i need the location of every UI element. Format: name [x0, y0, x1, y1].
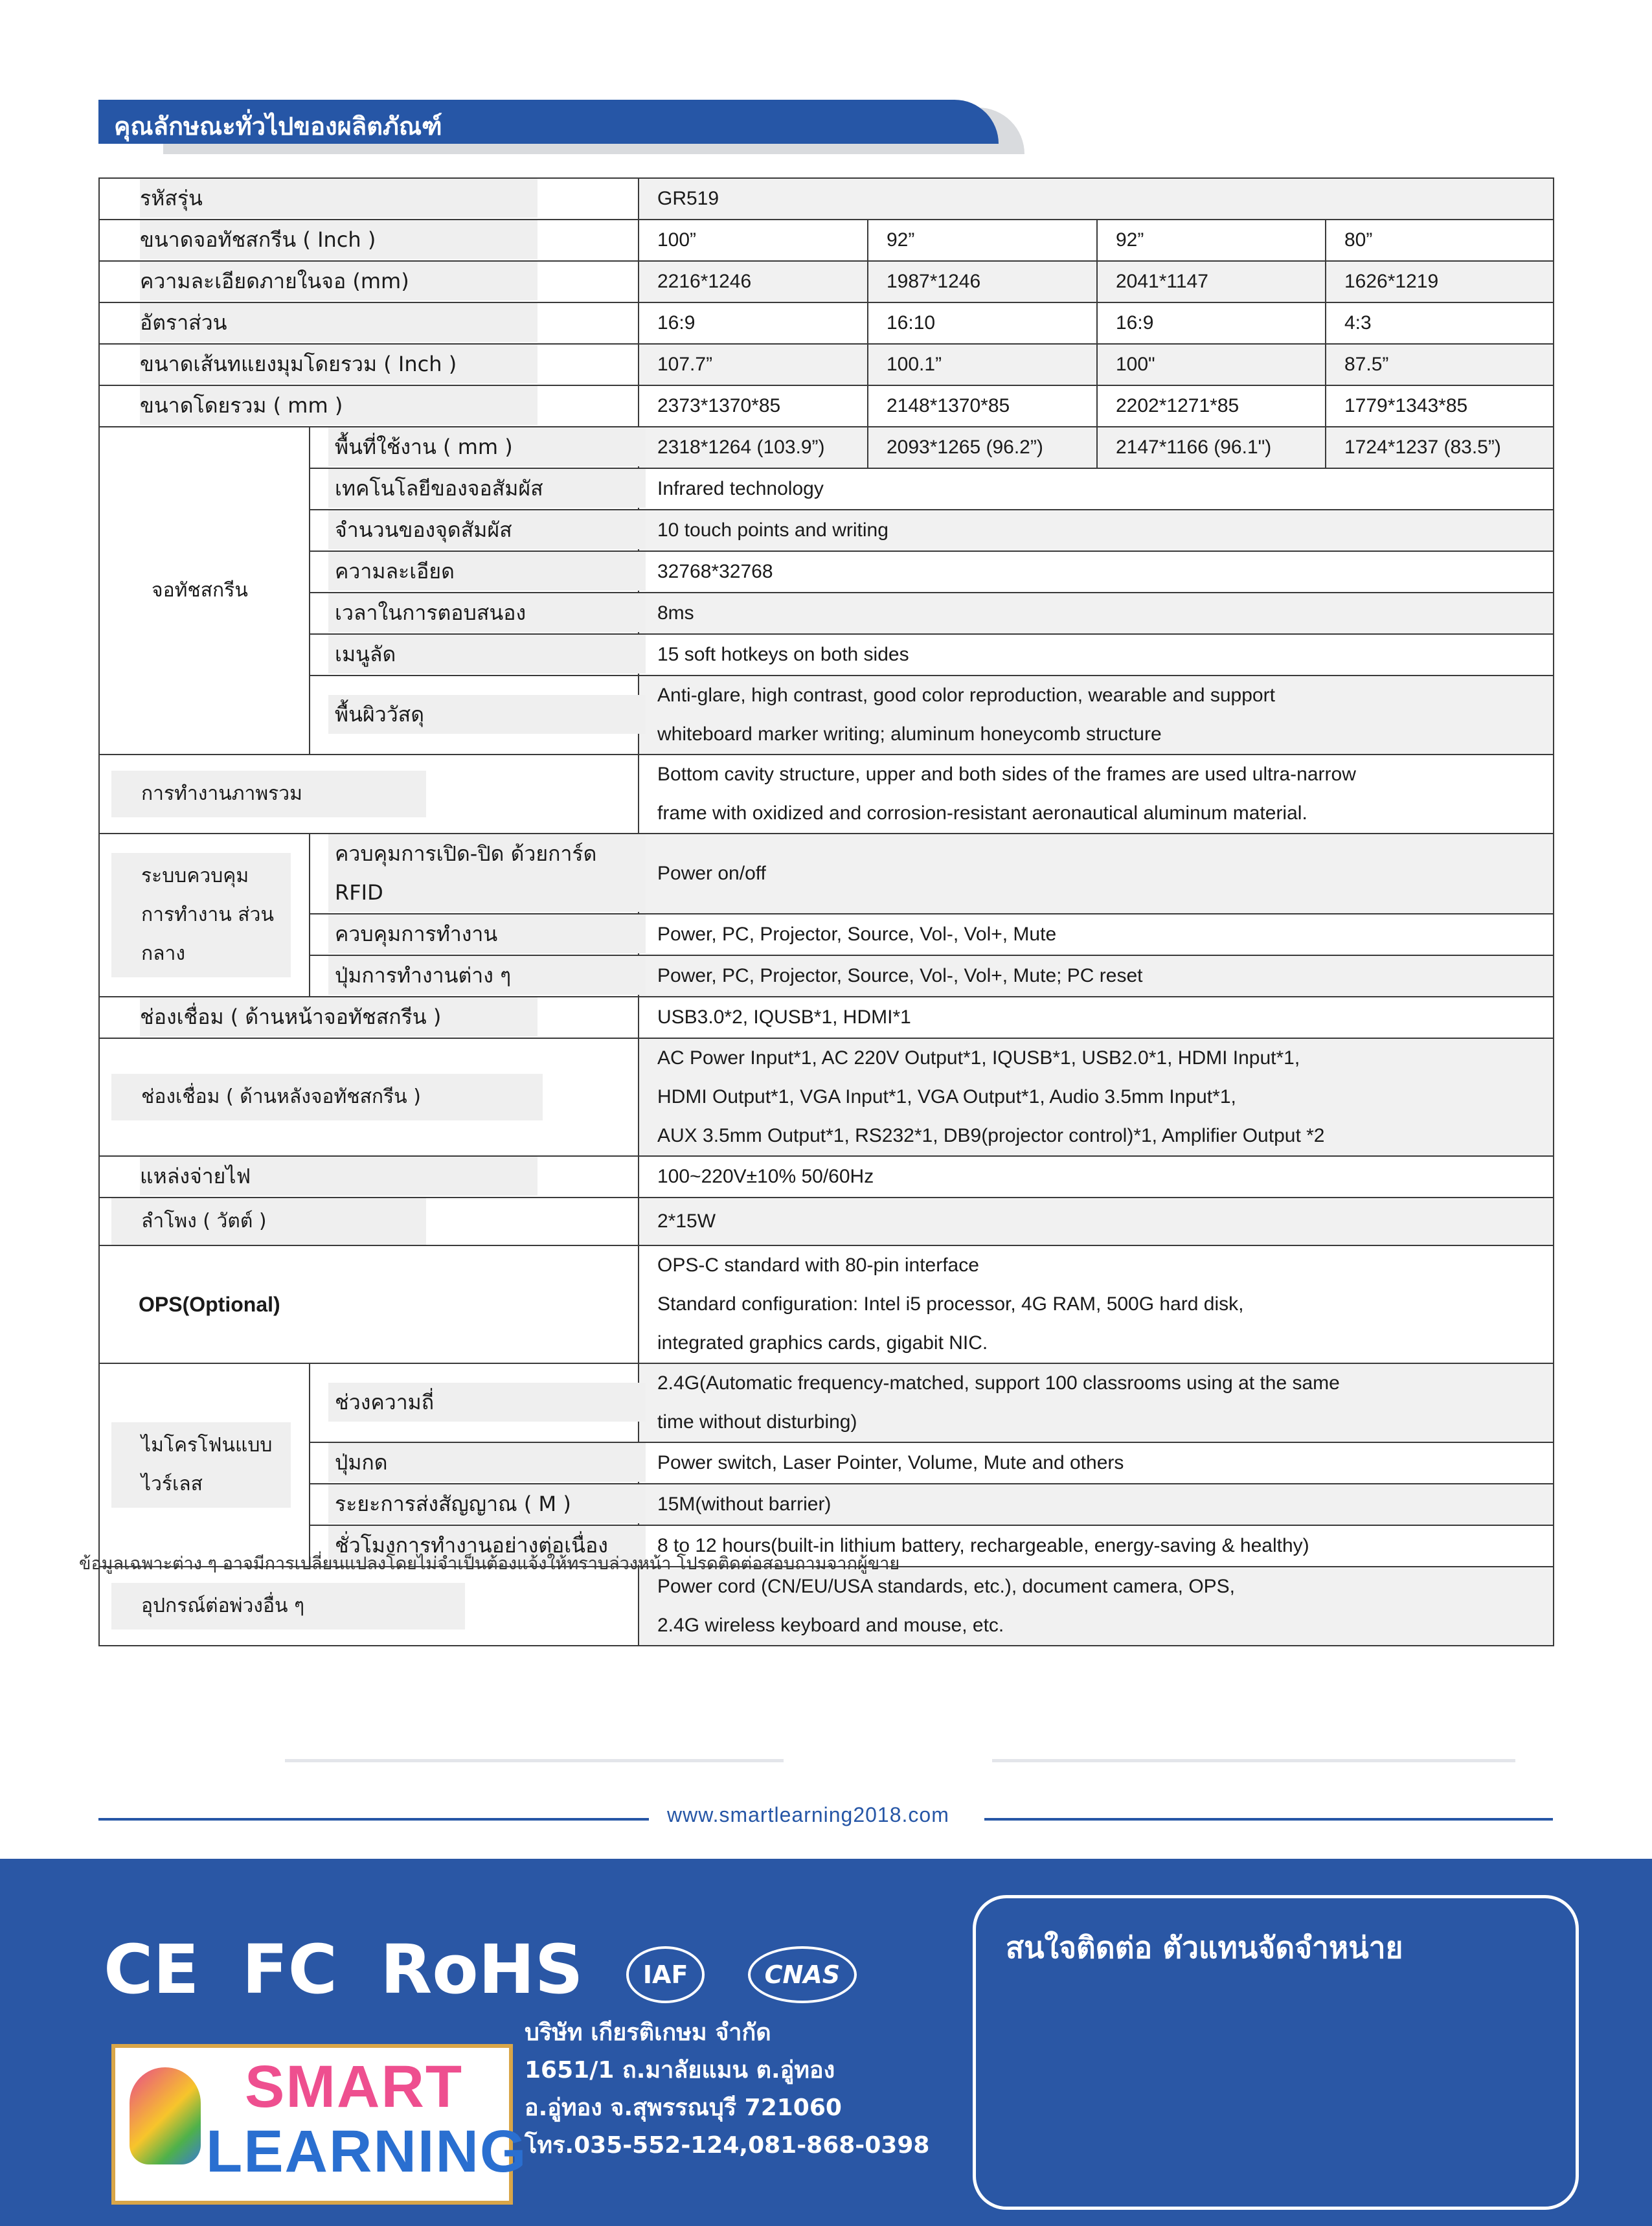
spec-value: Power, PC, Projector, Source, Vol-, Vol+, Mute — [639, 914, 1554, 955]
spec-value — [639, 676, 1554, 755]
logo-text-learning: LEARNING — [206, 2118, 528, 2185]
fc-mark: FC — [242, 1930, 337, 2009]
touch-group-label: จอทัชสกรีน — [99, 427, 310, 755]
spec-label: ลำโพง ( วัตต์ ) — [99, 1198, 639, 1245]
spec-value: 100.1” — [868, 344, 1097, 385]
spec-label: อุปกรณ์ต่อพ่วงอื่น ๆ — [99, 1567, 639, 1646]
spec-value: GR519 — [639, 178, 1554, 220]
spec-value: 15M(without barrier) — [639, 1484, 1554, 1525]
spec-value: 92” — [1097, 220, 1326, 261]
spec-label: การทำงานภาพรวม — [99, 755, 639, 834]
spec-value: 2093*1265 (96.2”) — [868, 427, 1097, 468]
table-row — [99, 1156, 1554, 1198]
cnas-badge: CNAS — [748, 1946, 857, 2003]
spec-value: 32768*32768 — [639, 551, 1554, 593]
table-row — [99, 1038, 1554, 1156]
table-row — [99, 261, 1554, 302]
spec-label: ช่องเชื่อม ( ด้านหลังจอทัชสกรีน ) — [99, 1038, 639, 1156]
table-row — [99, 1484, 1554, 1525]
spec-label: จำนวนของจุดสัมผัส — [310, 510, 639, 551]
table-row — [99, 344, 1554, 385]
table-row — [99, 1245, 1554, 1363]
table-row — [99, 385, 1554, 427]
footer — [0, 1859, 1652, 2226]
spec-label: พื้นที่ใช้งาน ( mm ) — [310, 427, 639, 468]
table-row — [99, 755, 1554, 834]
spec-value: 100” — [639, 220, 868, 261]
spec-value — [639, 755, 1554, 834]
value-line: Anti-glare, high contrast, good color reproduction, wearable and support — [657, 685, 1275, 706]
spec-value: 1626*1219 — [1326, 261, 1554, 302]
spec-label: เมนูลัด — [310, 634, 639, 676]
value-line: frame with oxidized and corrosion-resistant aeronautical aluminum material. — [657, 802, 1307, 824]
spec-value: 87.5” — [1326, 344, 1554, 385]
spec-value: 2202*1271*85 — [1097, 385, 1326, 427]
spec-label: ปุ่มกด — [310, 1442, 639, 1484]
spec-label: ขนาดเส้นทแยงมุมโดยรวม ( Inch ) — [99, 344, 639, 385]
spec-value: 15 soft hotkeys on both sides — [639, 634, 1554, 676]
value-line: AC Power Input*1, AC 220V Output*1, IQUSB*1, USB2.0*1, HDMI Input*1, — [657, 1047, 1300, 1069]
company-address: 1651/1 ถ.มาลัยแมน ต.อู่ทอง — [525, 2057, 835, 2084]
central-group-label: ระบบควบคุม การทำงาน ส่วนกลาง — [99, 834, 310, 997]
spec-label: ความละเอียด — [310, 551, 639, 593]
spec-value: 100" — [1097, 344, 1326, 385]
spec-label: พื้นผิววัสดุ — [310, 676, 639, 755]
spec-label: ขนาดโดยรวม ( mm ) — [99, 385, 639, 427]
table-row — [99, 1442, 1554, 1484]
table-row — [99, 914, 1554, 955]
company-phone: โทร.035-552-124,081-868-0398 — [525, 2132, 930, 2159]
table-row — [99, 834, 1554, 914]
value-line: 2.4G(Automatic frequency-matched, support 100 classrooms using at the same — [657, 1372, 1340, 1394]
company-name: บริษัท เกียรติเกษม จำกัด — [525, 2019, 771, 2046]
spec-value: 2*15W — [639, 1198, 1554, 1245]
iaf-badge: IAF — [626, 1946, 705, 2003]
spec-label: เวลาในการตอบสนอง — [310, 593, 639, 634]
spec-label: ความละเอียดภายในจอ (mm) — [99, 261, 639, 302]
spec-label: อัตราส่วน — [99, 302, 639, 344]
website-rule-left — [98, 1818, 649, 1821]
decorative-line — [992, 1759, 1515, 1762]
smart-learning-logo — [111, 2044, 528, 2205]
table-row — [99, 510, 1554, 551]
table-row — [99, 955, 1554, 997]
table-row — [99, 593, 1554, 634]
spec-value: 92” — [868, 220, 1097, 261]
rohs-mark: RoHS — [380, 1930, 583, 2009]
spec-value: 1987*1246 — [868, 261, 1097, 302]
disclaimer-note: ข้อมูลเฉพาะต่าง ๆ อาจมีการเปลี่ยนแปลงโดยไม่จำเป็นต้องแจ้งให้ทราบล่วงหน้า โปรดติดต่อสอบถามจากผู้ขาย — [79, 1554, 900, 1574]
decorative-line — [285, 1759, 784, 1762]
spec-value: 2373*1370*85 — [639, 385, 868, 427]
spec-label: ช่วงความถี่ — [310, 1363, 639, 1442]
table-row — [99, 634, 1554, 676]
spec-value: Power on/off — [639, 834, 1554, 914]
table-row — [99, 220, 1554, 261]
value-line: integrated graphics cards, gigabit NIC. — [657, 1332, 988, 1354]
spec-label: ช่องเชื่อม ( ด้านหน้าจอทัชสกรีน ) — [99, 997, 639, 1038]
table-row — [99, 1198, 1554, 1245]
mic-group-label: ไมโครโฟนแบบ ไวร์เลส — [99, 1363, 310, 1567]
table-row — [99, 551, 1554, 593]
table-row — [99, 302, 1554, 344]
spec-value: 4:3 — [1326, 302, 1554, 344]
spec-value: 10 touch points and writing — [639, 510, 1554, 551]
value-line: OPS-C standard with 80-pin interface — [657, 1255, 979, 1276]
spec-value: 80” — [1326, 220, 1554, 261]
spec-label: ควบคุมการเปิด-ปิด ด้วยการ์ด RFID — [310, 834, 639, 914]
spec-value: 16:9 — [1097, 302, 1326, 344]
spec-value: 2216*1246 — [639, 261, 868, 302]
lightbulb-puzzle-icon — [130, 2067, 201, 2164]
value-line: time without disturbing) — [657, 1411, 857, 1433]
spec-label: ควบคุมการทำงาน — [310, 914, 639, 955]
website-rule-right — [984, 1818, 1553, 1821]
value-line: Standard configuration: Intel i5 processor, 4G RAM, 500G hard disk, — [657, 1293, 1244, 1315]
spec-value: 2148*1370*85 — [868, 385, 1097, 427]
spec-label: ชั่วโมงการทำงานอย่างต่อเนื่อง — [310, 1525, 639, 1567]
company-address: อ.อู่ทอง จ.สุพรรณบุรี 721060 — [525, 2095, 842, 2121]
value-line: whiteboard marker writing; aluminum honeycomb structure — [657, 723, 1162, 745]
spec-label: แหล่งจ่ายไฟ — [99, 1156, 639, 1198]
spec-value: 107.7” — [639, 344, 868, 385]
certification-logos — [104, 1930, 876, 2009]
spec-value: 2041*1147 — [1097, 261, 1326, 302]
website-link[interactable]: www.smartlearning2018.com — [667, 1803, 949, 1826]
spec-label: รหัสรุ่น — [99, 178, 639, 220]
spec-value: 2147*1166 (96.1") — [1097, 427, 1326, 468]
logo-text-smart: SMART — [245, 2054, 464, 2120]
spec-value: 1779*1343*85 — [1326, 385, 1554, 427]
spec-value: 1724*1237 (83.5”) — [1326, 427, 1554, 468]
spec-value: 8 to 12 hours(built-in lithium battery, rechargeable, energy-saving & healthy) — [639, 1525, 1554, 1567]
contact-title: สนใจติดต่อ ตัวแทนจัดจำหน่าย — [1006, 1930, 1403, 1965]
spec-label: ขนาดจอทัชสกรีน ( Inch ) — [99, 220, 639, 261]
spec-label: ปุ่มการทำงานต่าง ๆ — [310, 955, 639, 997]
table-row — [99, 468, 1554, 510]
table-row — [99, 1363, 1554, 1442]
spec-value: Power switch, Laser Pointer, Volume, Mute and others — [639, 1442, 1554, 1484]
spec-value — [639, 1363, 1554, 1442]
value-line: Bottom cavity structure, upper and both sides of the frames are used ultra-narrow — [657, 764, 1356, 785]
spec-label: ระยะการส่งสัญญาณ ( M ) — [310, 1484, 639, 1525]
value-line: AUX 3.5mm Output*1, RS232*1, DB9(projector control)*1, Amplifier Output *2 — [657, 1125, 1325, 1146]
spec-value — [639, 1038, 1554, 1156]
spec-value: 16:9 — [639, 302, 868, 344]
spec-label: เทคโนโลยีของจอสัมผัส — [310, 468, 639, 510]
spec-value — [639, 1567, 1554, 1646]
spec-value — [639, 1245, 1554, 1363]
value-line: HDMI Output*1, VGA Input*1, VGA Output*1, Audio 3.5mm Input*1, — [657, 1086, 1236, 1107]
spec-value: Power, PC, Projector, Source, Vol-, Vol+, Mute; PC reset — [639, 955, 1554, 997]
spec-label: OPS(Optional) — [99, 1245, 639, 1363]
table-row — [99, 1567, 1554, 1646]
spec-value: Infrared technology — [639, 468, 1554, 510]
value-line: Power cord (CN/EU/USA standards, etc.), document camera, OPS, — [657, 1576, 1236, 1597]
spec-value: 2318*1264 (103.9”) — [639, 427, 868, 468]
spec-table — [98, 177, 1554, 1646]
table-row — [99, 178, 1554, 220]
spec-value: USB3.0*2, IQUSB*1, HDMI*1 — [639, 997, 1554, 1038]
contact-box — [973, 1895, 1579, 2210]
spec-value: 100~220V±10% 50/60Hz — [639, 1156, 1554, 1198]
company-info — [525, 2014, 929, 2164]
table-row — [99, 997, 1554, 1038]
section-title: คุณลักษณะทั่วไปของผลิตภัณฑ์ — [114, 112, 442, 141]
value-line: 2.4G wireless keyboard and mouse, etc. — [657, 1615, 1004, 1636]
ce-mark: CE — [104, 1930, 199, 2009]
spec-value: 8ms — [639, 593, 1554, 634]
spec-value: 16:10 — [868, 302, 1097, 344]
table-row — [99, 427, 1554, 468]
section-title-bar — [98, 100, 992, 144]
table-row — [99, 676, 1554, 755]
